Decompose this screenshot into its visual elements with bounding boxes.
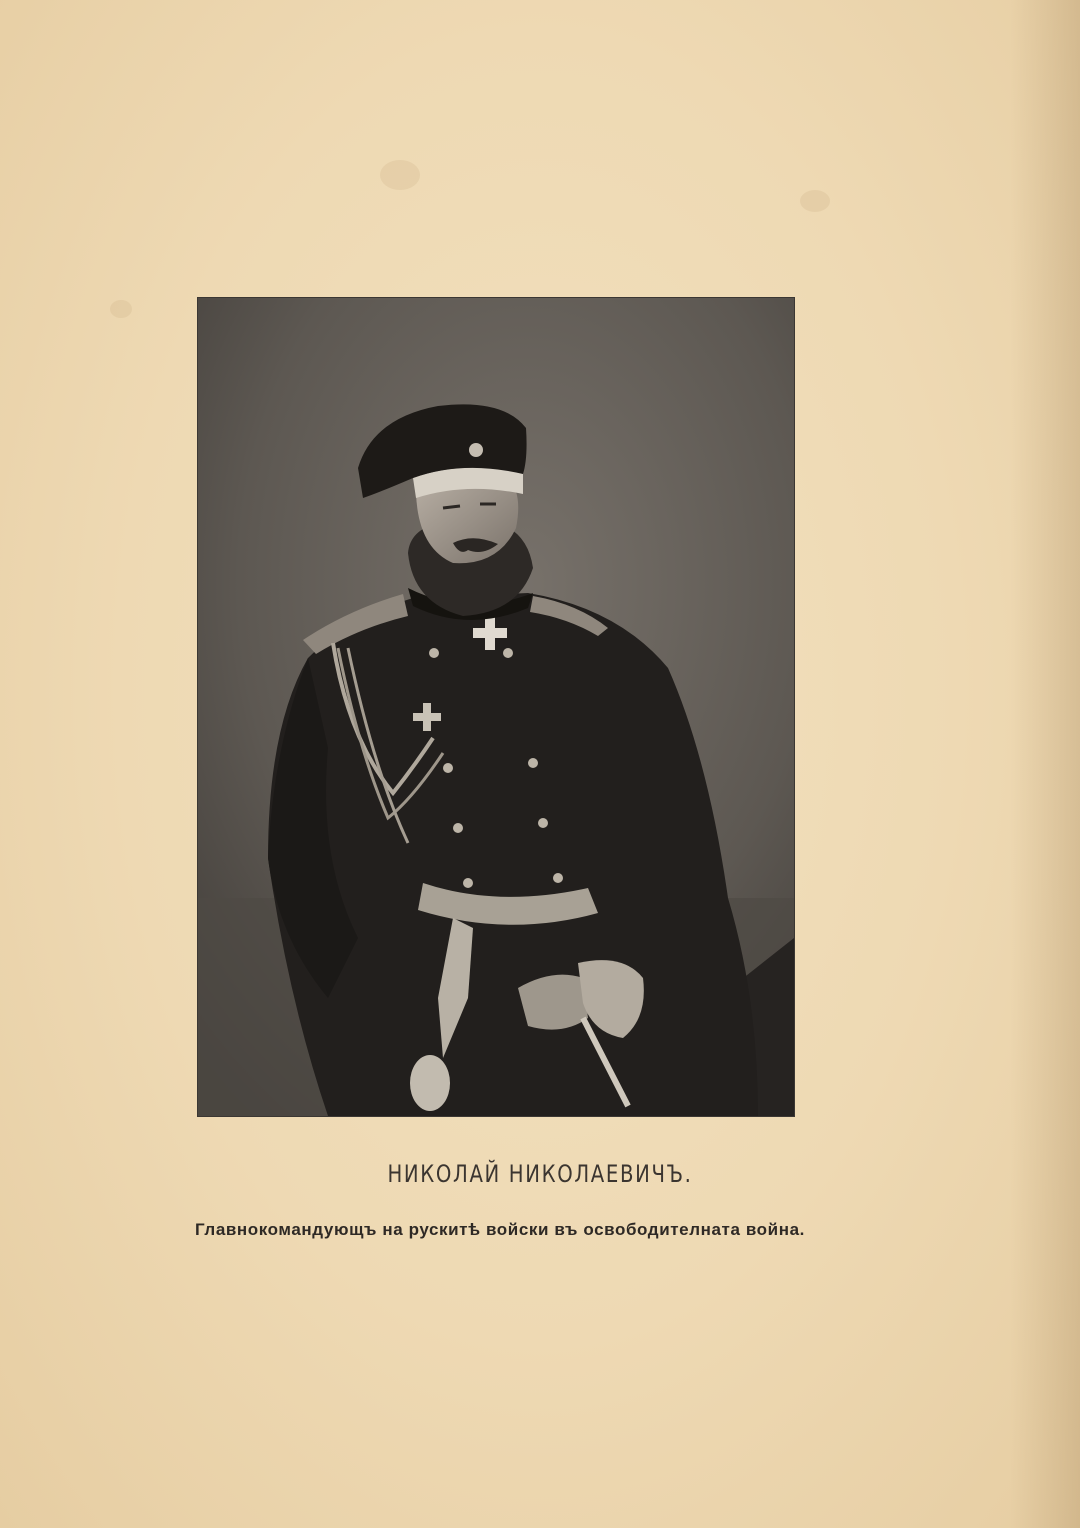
portrait-name-caption: НИКОЛАЙ НИКОЛАЕВИЧЪ. (387, 1160, 693, 1188)
paper-stain (800, 190, 830, 212)
portrait-subtitle: Главнокомандующъ на рускитѣ войски въ освободителната война. (195, 1220, 805, 1239)
paper-stain (110, 300, 132, 318)
page-edge-shadow (1010, 0, 1080, 1528)
paper-stain (380, 160, 420, 190)
portrait-image (198, 298, 794, 1116)
portrait-photograph (198, 298, 794, 1116)
